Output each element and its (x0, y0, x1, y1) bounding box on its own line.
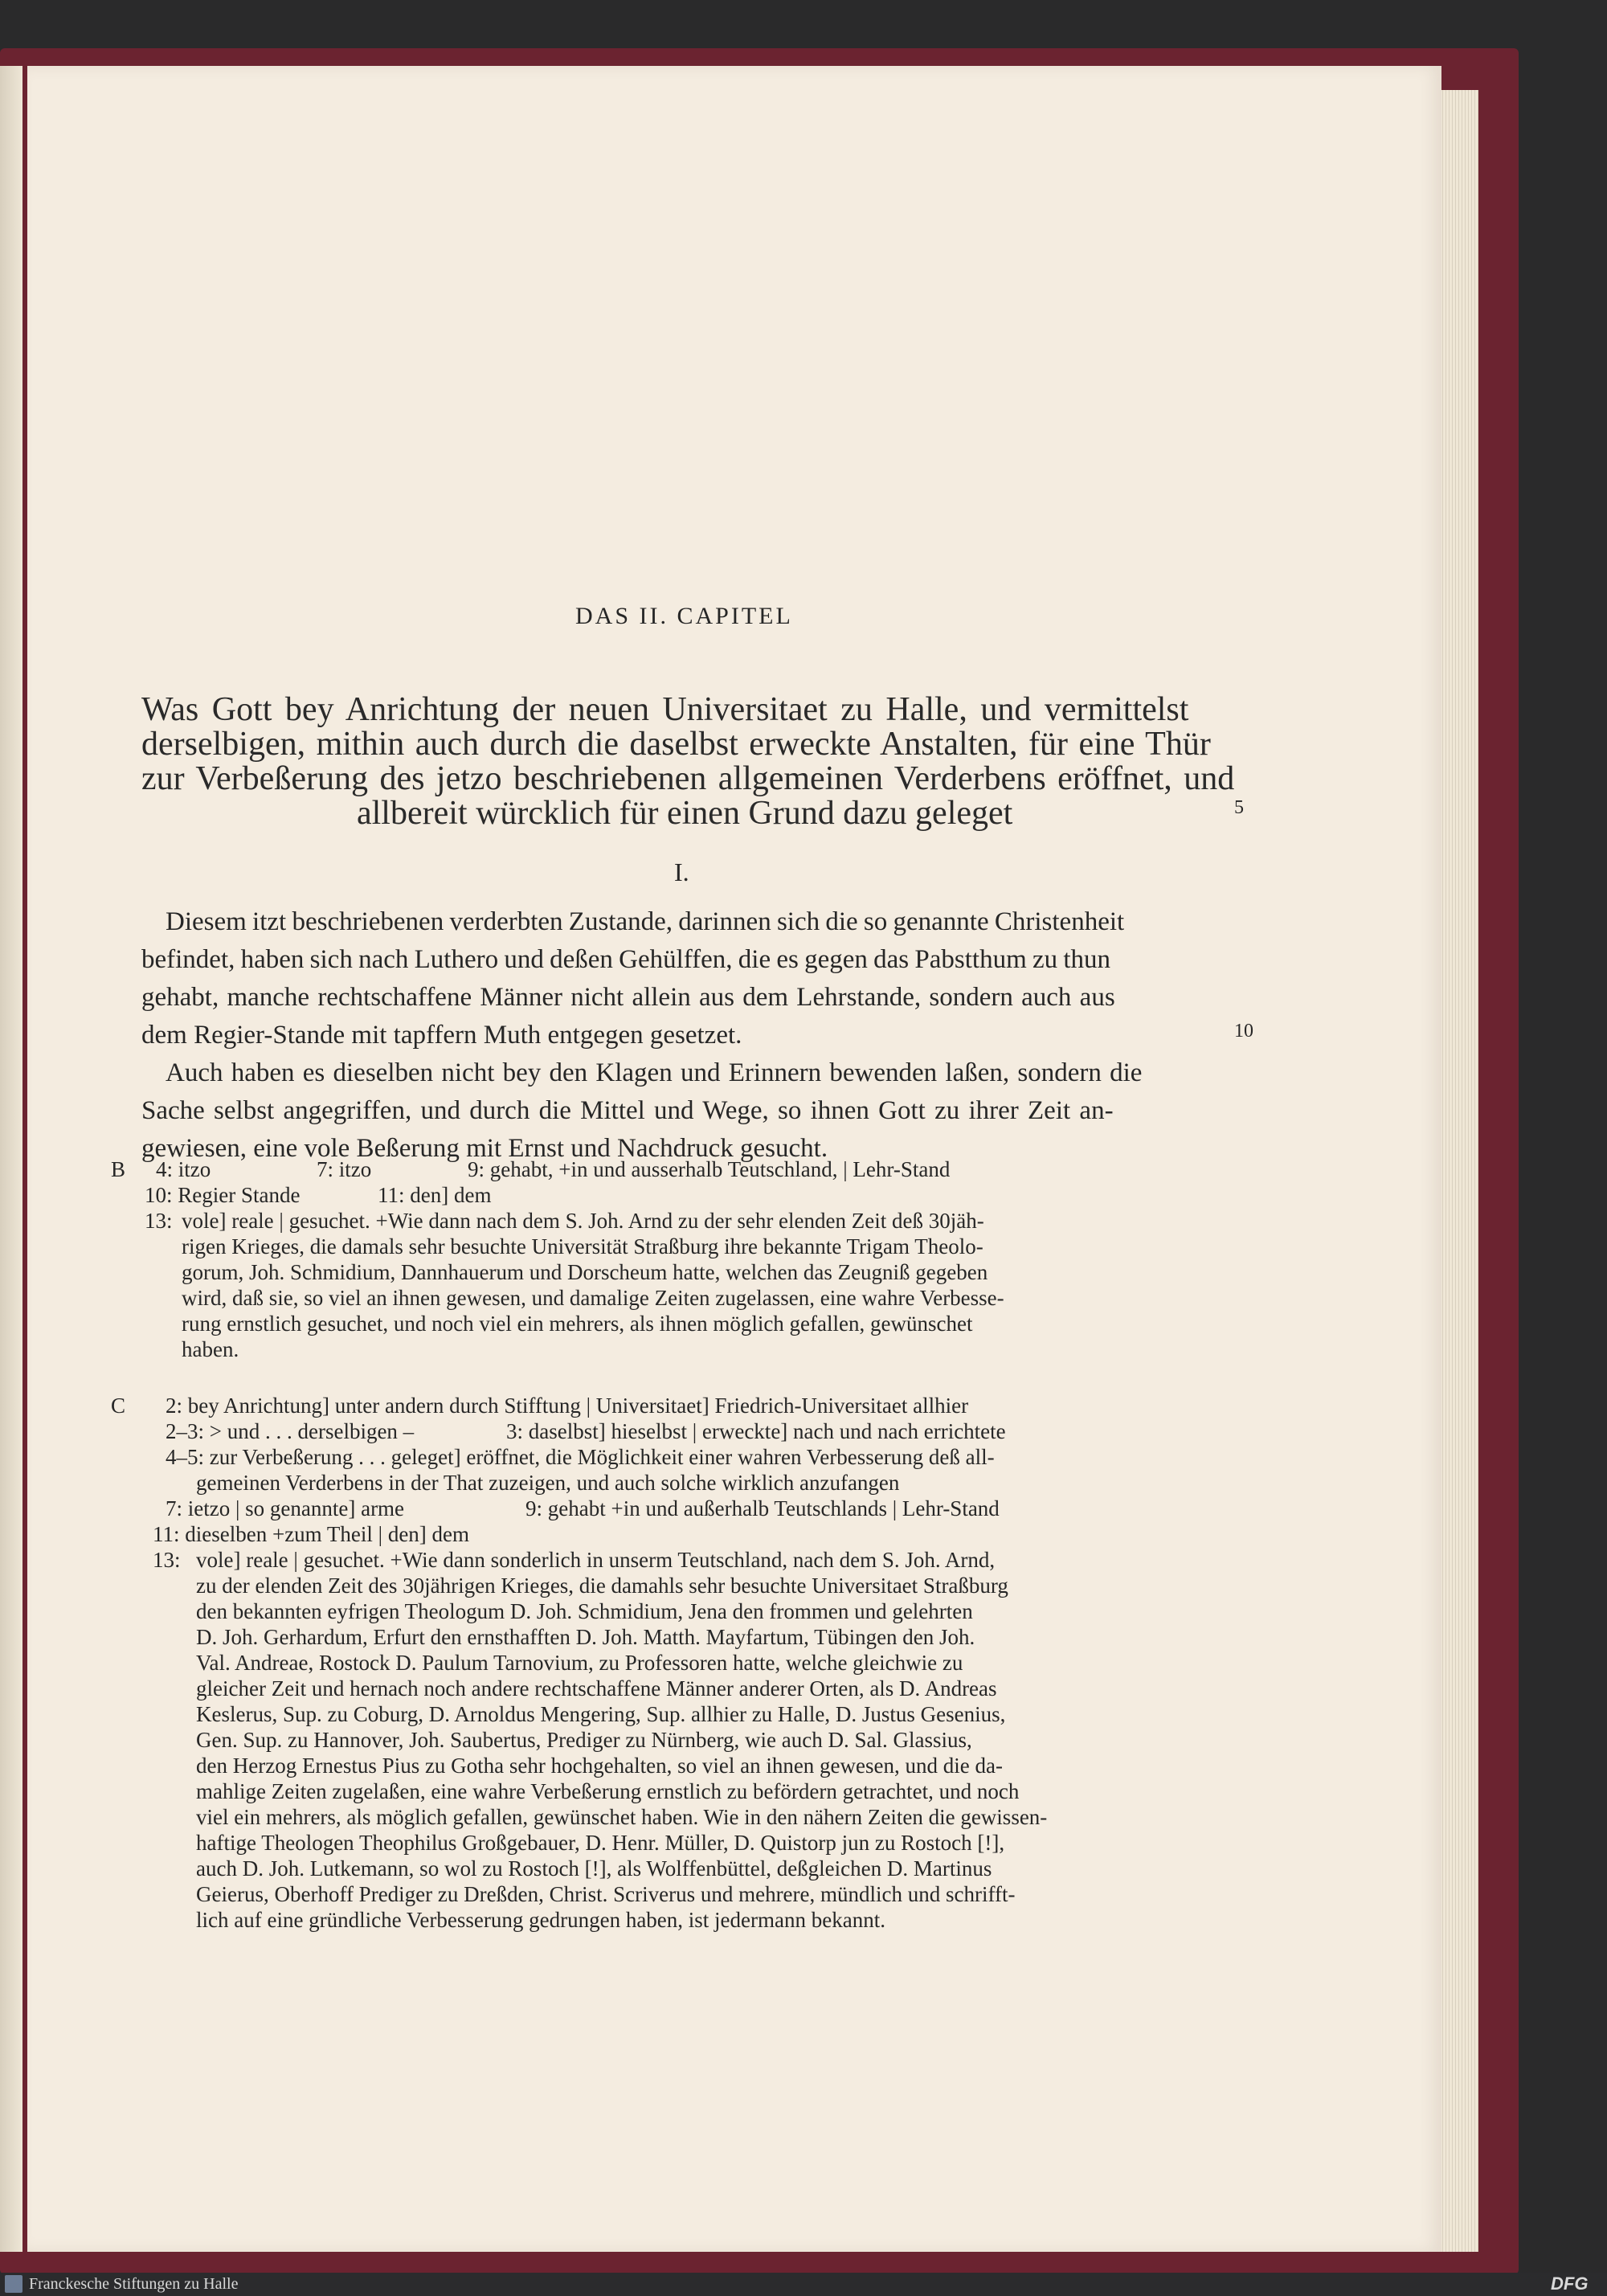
footnote-line: Val. Andreae, Rostock D. Paulum Tarnovium, zu Professoren hatte, welche gleichwie zu (196, 1651, 963, 1675)
section-number: I. (674, 857, 689, 886)
footnote-line: haben. (182, 1337, 239, 1361)
footnote-line: 2–3: > und . . . derselbigen – (166, 1419, 415, 1443)
footnote-line: rigen Krieges, die damals sehr besuchte Universität Straßburg ihre bekannte Trigam Theolo- (182, 1234, 983, 1259)
footnote-line: Keslerus, Sup. zu Coburg, D. Arnoldus Mengering, Sup. allhier zu Halle, D. Justus Gesenius, (196, 1702, 1006, 1726)
footnote-line: den Herzog Ernestus Pius zu Gotha sehr hochgehalten, so viel an ihnen gewesen, und die da- (196, 1754, 1003, 1778)
body-line: Auch haben es dieselben nicht bey den Klagen und Erinnern bewenden laßen, sondern die (166, 1058, 1143, 1087)
footnote-line: wird, daß sie, so viel an ihnen gewesen, und damalige Zeiten zugelassen, eine wahre Verbesse- (182, 1286, 1004, 1310)
siglum-c: C (111, 1394, 126, 1418)
title-line: derselbigen, mithin auch durch die daselbst erweckte Anstalten, für eine Thür (141, 726, 1211, 763)
footnote-line: 11: dieselben +zum Theil | den] dem (153, 1522, 470, 1546)
footnote-line: lich auf eine gründliche Verbesserung gedrungen haben, ist jedermann bekannt. (196, 1908, 885, 1932)
body-line: gewiesen, eine vole Beßerung mit Ernst und Nachdruck gesucht. (141, 1134, 828, 1163)
footnote-line: gleicher Zeit und hernach noch andere rechtschaffene Männer anderer Orten, als D. Andreas (196, 1676, 997, 1701)
title-line: zur Verbeßerung des jetzo beschriebenen allgemeinen Verderbens eröffnet, und (141, 760, 1235, 797)
footnote-line: den bekannten eyfrigen Theologum D. Joh. Schmidium, Jena den frommen und gelehrten (196, 1599, 973, 1623)
footnote-line: vole] reale | gesuchet. +Wie dann nach dem S. Joh. Arnd zu der sehr elenden Zeit deß 30jäh- (182, 1209, 984, 1233)
footnote-line: viel ein mehrers, als möglich gefallen, gewünschet haben. Wie in den nähern Zeiten die gewissen- (196, 1805, 1048, 1829)
body-line: befindet, haben sich nach Luthero und deßen Gehülffen, die es gegen das Pabstthum zu thun (141, 945, 1111, 974)
footnote-line: Geierus, Oberhoff Prediger zu Dreßden, Christ. Scriverus und mehrere, mündlich und schrifft- (196, 1882, 1016, 1906)
footnote-line: vole] reale | gesuchet. +Wie dann sonderlich in unserm Teutschland, nach dem S. Joh. Arnd, (196, 1548, 996, 1572)
footnote-line: 9: gehabt +in und außerhalb Teutschlands | Lehr-Stand (525, 1496, 1000, 1520)
institution-name: Franckesche Stiftungen zu Halle (29, 2275, 239, 2293)
line-number-5: 5 (1234, 797, 1244, 818)
footnote-line: mahlige Zeiten zugelaßen, eine wahre Verbeßerung ernstlich zu befördern getrachtet, und noch (196, 1779, 1020, 1803)
footnote-line: D. Joh. Gerhardum, Erfurt den ernsthafften D. Joh. Matth. Mayfartum, Tübingen den Joh. (196, 1625, 975, 1649)
title-line: Was Gott bey Anrichtung der neuen Universitaet zu Halle, und vermittelst (141, 691, 1189, 728)
footnote-line: rung ernstlich gesuchet, und noch viel ein mehrers, als ihnen möglich gefallen, gewünschet (182, 1312, 973, 1336)
footnote-entry: 10: Regier Stande (145, 1183, 301, 1207)
footnote-label: 13: (145, 1209, 173, 1233)
footnote-line: Gen. Sup. zu Hannover, Joh. Saubertus, Prediger zu Nürnberg, wie auch D. Sal. Glassius, (196, 1728, 972, 1752)
footnote-entry: 7: itzo (317, 1157, 372, 1181)
dfg-logo: DFG (1551, 2273, 1589, 2294)
siglum-b: B (111, 1157, 126, 1181)
body-line: Sache selbst angegriffen, und durch die Mittel und Wege, so ihnen Gott zu ihrer Zeit an- (141, 1096, 1114, 1125)
footnote-entry: 11: den] dem (378, 1183, 492, 1207)
footnote-line: zu der elenden Zeit des 30jährigen Krieges, die damahls sehr besuchte Universitaet Straßburg (196, 1574, 1008, 1598)
footnote-line: 7: ietzo | so genannte] arme (166, 1496, 405, 1520)
body-line: Diesem itzt beschriebenen verderbten Zustande, darinnen sich die so genannte Christenheit (166, 907, 1125, 936)
body-line: dem Regier-Stande mit tapffern Muth entgegen gesetzet. (141, 1021, 742, 1050)
footnote-entry: 4: itzo (156, 1157, 211, 1181)
book-page (27, 66, 1441, 2252)
chapter-label: DAS II. CAPITEL (575, 603, 793, 629)
footnote-line: gorum, Joh. Schmidium, Dannhauerum und Dorscheum hatte, welchen das Zeugniß gegeben (182, 1260, 988, 1284)
footer-bar (0, 2273, 1607, 2296)
footnote-line: auch D. Joh. Lutkemann, so wol zu Rostoch [!], als Wolffenbüttel, deßgleichen D. Martinus (196, 1856, 992, 1881)
institution-logo-icon (5, 2275, 22, 2293)
footnote-line: haftige Theologen Theophilus Großgebauer, D. Henr. Müller, D. Quistorp jun zu Rostoch [!], (196, 1831, 1005, 1855)
footnote-line: 2: bey Anrichtung] unter andern durch Stifftung | Universitaet] Friedrich-Universitaet allhier (166, 1394, 969, 1418)
footnote-line: gemeinen Verderbens in der That zuzeigen, und auch solche wirklich anzufangen (196, 1471, 900, 1495)
footnote-line: 3: daselbst] hieselbst | erweckte] nach und nach errichtete (506, 1419, 1006, 1443)
footnote-line: 4–5: zur Verbeßerung . . . geleget] eröffnet, die Möglichkeit einer wahren Verbesserung deß all- (166, 1445, 995, 1469)
previous-page-edge (0, 66, 22, 2252)
body-line: gehabt, manche rechtschaffene Männer nicht allein aus dem Lehrstande, sondern auch aus (141, 983, 1115, 1012)
title-line: allbereit würcklich für einen Grund dazu geleget (357, 795, 1013, 832)
footnote-label: 13: (153, 1548, 181, 1572)
line-number-10: 10 (1234, 1021, 1253, 1042)
footnote-entry: 9: gehabt, +in und ausserhalb Teutschland, | Lehr-Stand (468, 1157, 951, 1181)
